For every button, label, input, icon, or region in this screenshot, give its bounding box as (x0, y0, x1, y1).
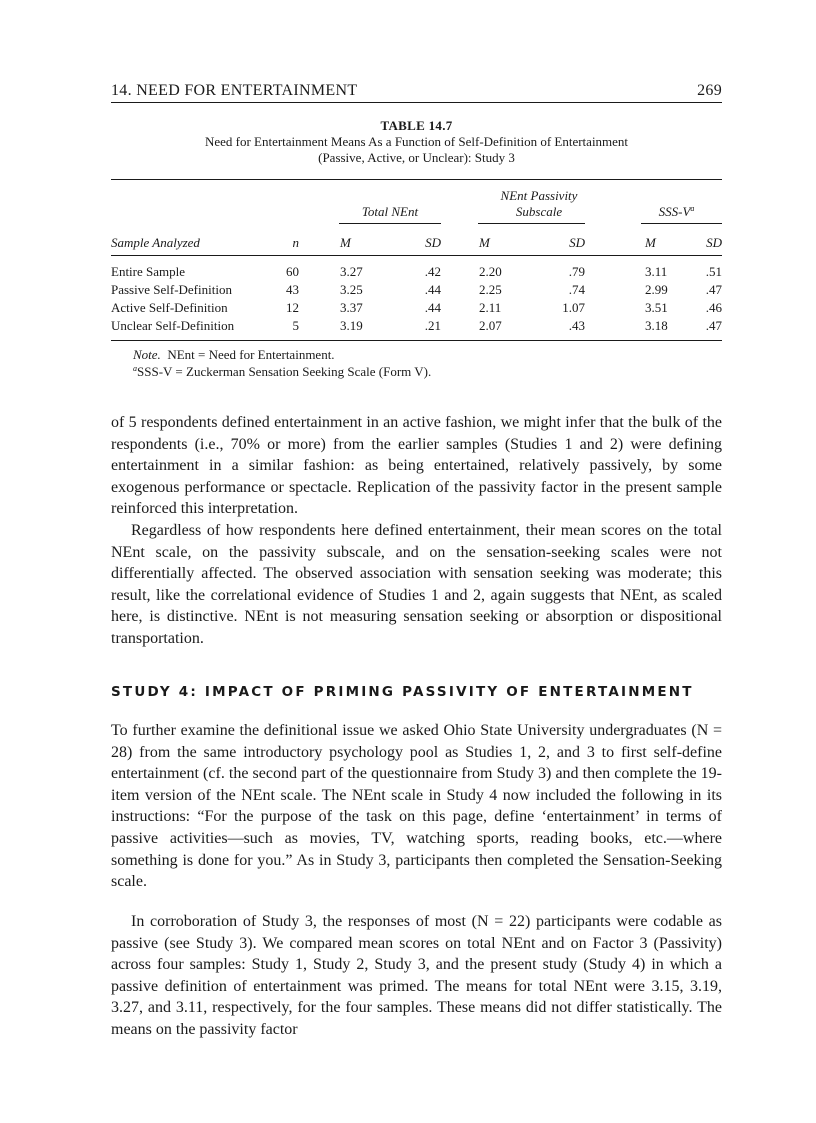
cell-passivity-sd: .74 (568, 282, 585, 297)
chapter-title: 14. NEED FOR ENTERTAINMENT (111, 82, 358, 99)
cell-total-sd: .42 (424, 264, 441, 279)
cell-total-m: 3.37 (340, 300, 363, 315)
table-bottom-rule (111, 340, 722, 341)
cell-passivity-sd: .79 (568, 264, 585, 279)
cell-total-sd: .44 (424, 282, 441, 297)
cell-passivity-m: 2.07 (479, 318, 502, 333)
group-header-passivity-line2: Subscale (515, 204, 563, 219)
table-caption (111, 118, 722, 166)
cell-total-sd: .21 (424, 318, 441, 333)
table-top-rule (111, 179, 722, 180)
cell-sss-sd: .51 (705, 264, 722, 279)
cell-total-m: 3.19 (340, 318, 363, 333)
cell-total-sd: .44 (424, 300, 441, 315)
group-rule-passivity (478, 223, 585, 224)
group-header-total-nent: Total NEnt (361, 204, 419, 219)
col-header-passivity-m: M (479, 235, 490, 250)
paragraph: In corroboration of Study 3, the responses of most (N = 22) participants were codable as passive (see Study 3). We compared mean scores on total NEnt and on Factor 3 (Passivity) across four samples: Study 1, Study 2, Study 3, and the present study (Study 4) in which a passive definition of entertainment was primed. The means for total NEnt were 3.15, 3.19, 3.27, and 3.11, respectively, for the four samples. These means did not differ statistically. The means on the passivity factor (111, 913, 722, 1038)
cell-passivity-sd: 1.07 (562, 300, 585, 315)
table-header-rule (111, 255, 722, 256)
cell-sss-sd: .46 (705, 300, 722, 315)
col-header-sss-m: M (645, 235, 656, 250)
cell-sample: Active Self-Definition (111, 300, 228, 315)
page-number: 269 (697, 82, 722, 99)
cell-passivity-m: 2.25 (479, 282, 502, 297)
cell-sss-sd: .47 (705, 282, 722, 297)
cell-passivity-m: 2.20 (479, 264, 502, 279)
col-header-total-sd: SD (425, 235, 441, 250)
paragraph: Regardless of how respondents here defined entertainment, their mean scores on the total NEnt scale, on the passivity subscale, and on the sensation-seeking scales were not differentially affected. The observed association with sensation seeking was moderate; this result, like the correlational evidence of Studies 1 and 2, again suggests that NEnt, as scaled here, is distinctive. NEnt is not measuring sensation seeking or absorption or dispositional transportation. (111, 522, 722, 647)
group-rule-total-nent (339, 223, 441, 224)
col-header-n: n (292, 235, 299, 250)
group-header-passivity-line1: NEnt Passivity (500, 188, 578, 203)
cell-n: 43 (286, 282, 299, 297)
cell-n: 5 (292, 318, 299, 333)
table-caption-line1: Need for Entertainment Means As a Function of Self-Definition of Entertainment (204, 134, 629, 149)
col-header-total-m: M (340, 235, 351, 250)
cell-sss-m: 3.51 (645, 300, 668, 315)
table-caption-line2: (Passive, Active, or Unclear): Study 3 (318, 150, 515, 165)
cell-sss-m: 2.99 (645, 282, 668, 297)
running-head (111, 82, 722, 103)
cell-sss-m: 3.18 (645, 318, 668, 333)
cell-n: 12 (286, 300, 299, 315)
section-heading: STUDY 4: IMPACT OF PRIMING PASSIVITY OF ENTERTAINMENT (111, 684, 694, 700)
paragraph: of 5 respondents defined entertainment in an active fashion, we might infer that the bulk of the respondents (i.e., 70% or more) from the earlier samples (Studies 1 and 2) were defining entertainment in a similar fashion: as being entertained, relatively passively, by some exogenous performance or spectacle. Replication of the passivity factor in the present sample reinforced this interpretation. (111, 414, 722, 518)
table-14-7 (111, 118, 722, 379)
cell-sample: Entire Sample (111, 264, 186, 279)
cell-sample: Passive Self-Definition (111, 282, 232, 297)
cell-sample: Unclear Self-Definition (111, 318, 235, 333)
col-header-sss-sd: SD (706, 235, 722, 250)
table-note: Note. NEnt = Need for Entertainment. (133, 347, 335, 362)
cell-sss-m: 3.11 (645, 264, 668, 279)
cell-n: 60 (286, 264, 299, 279)
cell-total-m: 3.27 (340, 264, 363, 279)
group-rule-sss (641, 223, 722, 224)
group-header-sss: SSS-$V^a$ (658, 204, 695, 219)
table-number: TABLE 14.7 (380, 118, 453, 133)
cell-passivity-sd: .43 (568, 318, 585, 333)
cell-sss-sd: .47 (705, 318, 722, 333)
col-header-passivity-sd: SD (569, 235, 585, 250)
cell-passivity-m: 2.11 (479, 300, 502, 315)
col-header-sample: Sample Analyzed (111, 235, 200, 250)
paragraph: To further examine the definitional issue we asked Ohio State University undergraduates (N = 28) from the same introductory psychology pool as Studies 1, 2, and 3 to first self-define entertainment (cf. the second part of the questionnaire from Study 3) and then complete the 19-item version of the NEnt scale. The NEnt scale in Study 4 now included the following in its instructions: “For the purpose of the task on this page, define ‘entertainment’ in terms of passive activities—such as movies, TV, watching sports, reading books, etc.—where something is done for you.” As in Study 3, participants then completed the Sensation-Seeking scale. (111, 722, 722, 891)
table-footnote: $^a$SSS-V = Zuckerman Sensation Seeking Scale (Form V). (133, 364, 432, 379)
cell-total-m: 3.25 (340, 282, 363, 297)
